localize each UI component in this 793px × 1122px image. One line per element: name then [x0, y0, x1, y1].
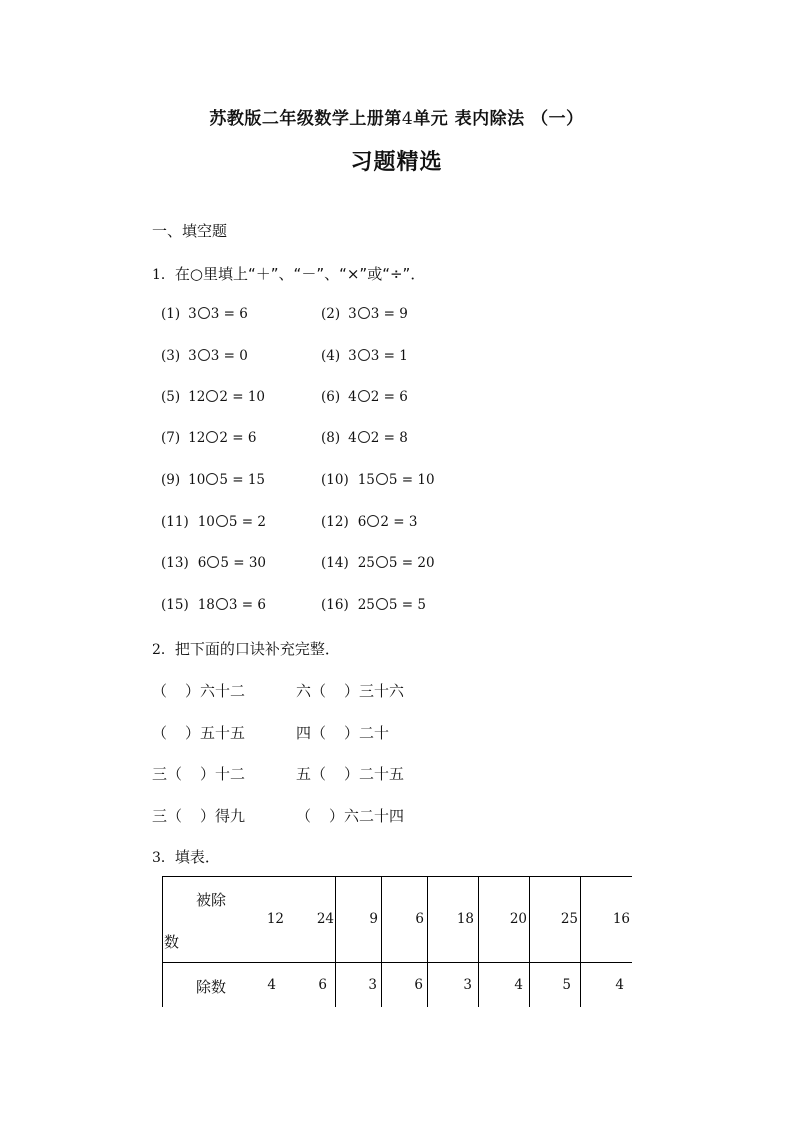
left-operand: 6	[357, 514, 367, 530]
right-operand: 5	[228, 514, 238, 530]
equals-sign: =	[237, 514, 258, 530]
table-row-divider	[162, 962, 632, 963]
left-operand: 3	[188, 348, 197, 364]
equals-sign: =	[228, 555, 249, 571]
section-heading-fill-in: 一、填空题	[152, 222, 228, 240]
verse-prefix: 三	[152, 807, 168, 825]
result-value: 1	[399, 348, 408, 364]
left-operand: 18	[197, 597, 215, 613]
result-value: 9	[399, 306, 408, 322]
right-operand: 2	[370, 430, 380, 446]
right-operand: 5	[220, 555, 229, 571]
verse-prefix: 五	[296, 765, 312, 783]
item-label: (12)	[321, 514, 349, 530]
verse-prefix: 四	[296, 724, 312, 742]
dividend-cell: 12	[266, 911, 284, 927]
result-value: 6	[239, 306, 248, 322]
item-label: (7)	[161, 430, 181, 446]
dividend-cell: 6	[415, 911, 424, 927]
equals-sign: =	[219, 348, 240, 364]
table-column-line	[580, 876, 581, 1007]
left-operand: 10	[197, 514, 215, 530]
divisor-cell: 6	[318, 977, 327, 993]
verse-prefix: 三	[152, 765, 168, 783]
equals-sign: =	[379, 389, 400, 405]
paren-close: ）	[344, 724, 360, 742]
item-label: (15)	[161, 597, 189, 613]
paren-close: ）	[200, 807, 216, 825]
paren-open: （	[167, 765, 183, 783]
dividend-cell: 25	[560, 911, 578, 927]
right-operand: 5	[388, 597, 398, 613]
right-operand: 2	[370, 389, 380, 405]
left-operand: 3	[348, 348, 357, 364]
paren-open: （	[311, 682, 327, 700]
verse-suffix: 六二十四	[344, 807, 405, 825]
equals-sign: =	[379, 430, 400, 446]
right-operand: 3	[370, 348, 380, 364]
equals-sign: =	[388, 514, 409, 530]
equals-sign: =	[227, 389, 248, 405]
right-operand: 5	[388, 472, 398, 488]
item-label: (4)	[321, 348, 341, 364]
equals-sign: =	[379, 348, 400, 364]
result-value: 8	[399, 430, 408, 446]
dividend-cell: 20	[509, 911, 527, 927]
item-label: (14)	[321, 555, 349, 571]
divisor-cell: 5	[562, 977, 571, 993]
dividend-cell: 18	[456, 911, 474, 927]
result-value: 2	[257, 514, 266, 530]
divisor-cell: 3	[368, 977, 377, 993]
result-value: 5	[417, 597, 426, 613]
table-column-line	[427, 876, 428, 1007]
question-2-number: 2．	[152, 642, 175, 658]
right-operand: 2	[219, 389, 228, 405]
result-value: 10	[417, 472, 435, 488]
dividend-cell: 24	[316, 911, 334, 927]
right-operand: 2	[219, 430, 228, 446]
left-operand: 12	[188, 430, 206, 446]
paren-open: （	[152, 682, 168, 700]
question-2-text: 把下面的口诀补充完整．	[174, 640, 340, 658]
paren-close: ）	[329, 807, 345, 825]
left-operand: 4	[348, 430, 357, 446]
item-label: (9)	[161, 472, 181, 488]
result-value: 15	[247, 472, 265, 488]
divisor-cell: 4	[514, 977, 523, 993]
item-label: (11)	[161, 514, 189, 530]
result-value: 20	[417, 555, 435, 571]
equals-sign: =	[227, 430, 248, 446]
verse-suffix: 得九	[215, 807, 246, 825]
divisor-cell: 6	[414, 977, 423, 993]
question-3-number: 3．	[152, 850, 175, 866]
right-operand: 3	[210, 306, 220, 322]
table-column-line	[478, 876, 479, 1007]
divisor-cell: 3	[463, 977, 472, 993]
item-label: (3)	[161, 348, 181, 364]
question-1-text: 在○里填上“＋”、“－”、“×”或“÷”．	[174, 265, 426, 283]
equals-sign: =	[397, 472, 418, 488]
equals-sign: =	[397, 597, 418, 613]
equals-sign: =	[227, 472, 248, 488]
item-label: (2)	[321, 306, 341, 322]
paren-open: （	[311, 765, 327, 783]
equals-sign: =	[379, 306, 400, 322]
question-3-text: 填表．	[174, 848, 220, 866]
verse-suffix: 五十五	[200, 724, 246, 742]
equals-sign: =	[397, 555, 418, 571]
left-operand: 15	[357, 472, 375, 488]
divisor-cell: 4	[615, 977, 624, 993]
right-operand: 3	[370, 306, 380, 322]
document-subtitle: 习题精选	[350, 150, 443, 175]
paren-close: ）	[200, 765, 216, 783]
equals-sign: =	[219, 306, 240, 322]
left-operand: 3	[348, 306, 357, 322]
dividend-cell: 16	[612, 911, 630, 927]
verse-suffix: 三十六	[359, 682, 405, 700]
paren-open: （	[152, 724, 168, 742]
result-value: 0	[239, 348, 248, 364]
paren-open: （	[311, 724, 327, 742]
left-operand: 12	[188, 389, 206, 405]
left-operand: 25	[357, 555, 375, 571]
verse-suffix: 二十五	[359, 765, 405, 783]
item-label: (8)	[321, 430, 341, 446]
divisor-cell: 4	[267, 977, 276, 993]
verse-suffix: 六十二	[200, 682, 246, 700]
result-value: 10	[247, 389, 265, 405]
row-label-dividend-line2: 数	[164, 933, 180, 951]
left-operand: 4	[348, 389, 357, 405]
paren-open: （	[296, 807, 312, 825]
left-operand: 10	[188, 472, 206, 488]
dividend-cell: 9	[369, 911, 378, 927]
item-label: (16)	[321, 597, 349, 613]
item-label: (5)	[161, 389, 181, 405]
right-operand: 3	[228, 597, 238, 613]
result-value: 6	[247, 430, 257, 446]
result-value: 3	[408, 514, 418, 530]
title-unit-number: 4	[401, 109, 414, 129]
result-value: 6	[399, 389, 408, 405]
paren-close: ）	[344, 682, 360, 700]
result-value: 6	[257, 597, 266, 613]
title-suffix: 单元 表内除法 （一）	[413, 109, 584, 129]
left-operand: 6	[197, 555, 207, 571]
result-value: 30	[248, 555, 266, 571]
right-operand: 5	[388, 555, 398, 571]
right-operand: 2	[380, 514, 389, 530]
verse-suffix: 二十	[359, 724, 390, 742]
left-operand: 3	[188, 306, 197, 322]
equals-sign: =	[237, 597, 258, 613]
item-label: (1)	[161, 306, 181, 322]
item-label: (10)	[321, 472, 349, 488]
row-label-divisor: 除数	[196, 978, 227, 996]
row-label-dividend-line1: 被除	[196, 891, 227, 909]
paren-close: ）	[185, 724, 201, 742]
question-1-number: 1．	[152, 267, 175, 283]
paren-close: ）	[344, 765, 360, 783]
verse-prefix: 六	[296, 682, 312, 700]
right-operand: 3	[210, 348, 220, 364]
right-operand: 5	[219, 472, 228, 488]
left-operand: 25	[357, 597, 375, 613]
item-label: (13)	[161, 555, 189, 571]
paren-open: （	[167, 807, 183, 825]
verse-suffix: 十二	[215, 765, 246, 783]
title-prefix: 苏教版二年级数学上册第	[209, 109, 402, 129]
table-top-border	[162, 876, 632, 877]
paren-close: ）	[185, 682, 201, 700]
item-label: (6)	[321, 389, 341, 405]
